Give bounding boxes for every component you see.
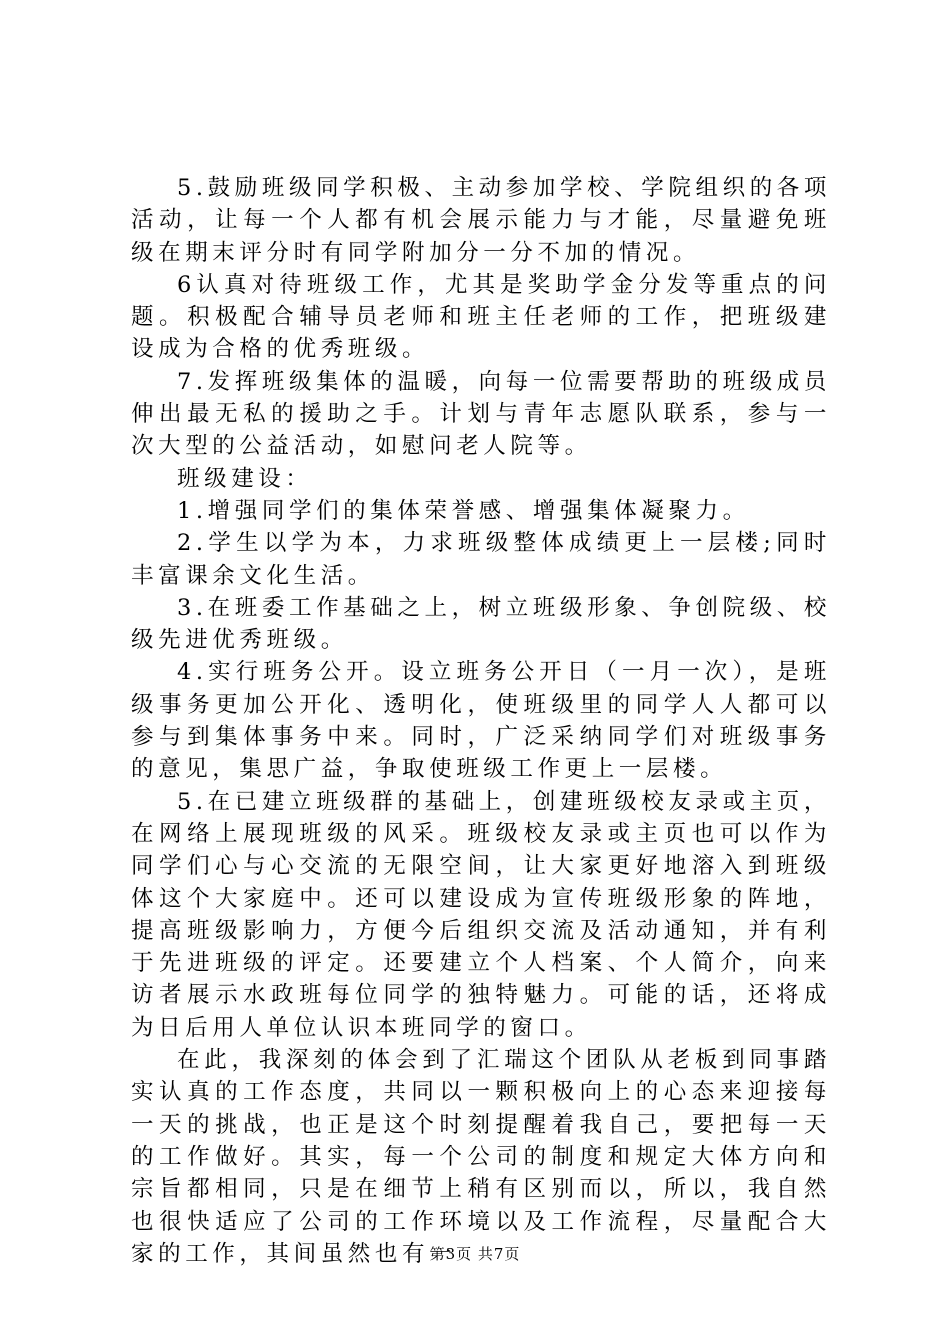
paragraph-study: 2.学生以学为本，力求班级整体成绩更上一层楼;同时丰富课余文化生活。 xyxy=(131,530,831,589)
paragraph-reflection: 在此，我深刻的体会到了汇瑞这个团队从老板到同事踏实认真的工作态度，共同以一颗积极向上的心态来迎接每一天的挑战，也正是这个时刻提醒着我自己，要把每一天的工作做好。其实，每一个公司的制度和规定大体方向和宗旨都相同，只是在细节上稍有区别而以，所以，我自然也很快适应了公司的工作环境以及工作流程，尽量配合大家的工作，其间虽然也有一 xyxy=(131,1047,831,1267)
paragraph-class-work: 6认真对待班级工作，尤其是奖助学金分发等重点的问题。积极配合辅导员老师和班主任老师的工作，把班级建设成为合格的优秀班级。 xyxy=(131,271,831,363)
page-number-footer: 第3页 共7页 xyxy=(429,1245,521,1263)
paragraph-activities: 5.鼓励班级同学积极、主动参加学校、学院组织的各项活动，让每一个人都有机会展示能力与才能，尽量避免班级在期末评分时有同学附加分一分不加的情况。 xyxy=(131,175,831,266)
paragraph-warmth: 7.发挥班级集体的温暖，向每一位需要帮助的班级成员伸出最无私的援助之手。计划与青年志愿队联系，参与一次大型的公益活动，如慰问老人院等。 xyxy=(131,368,831,460)
paragraph-honor: 1.增强同学们的集体荣誉感、增强集体凝聚力。 xyxy=(177,497,750,524)
paragraph-transparency: 4.实行班务公开。设立班务公开日（一月一次），是班级事务更加公开化、透明化，使班级里的同学人人都可以参与到集体事务中来。同时，广泛采纳同学们对班级事务的意见，集思广益，争取使班级工作更上一层楼。 xyxy=(131,659,831,783)
section-heading-class-building: 班级建设： xyxy=(177,465,313,492)
paragraph-homepage: 5.在已建立班级群的基础上，创建班级校友录或主页，在网络上展现班级的风采。班级校友录或主页也可以作为同学们心与心交流的无限空间，让大家更好地溶入到班级体这个大家庭中。还可以建设成为宣传班级形象的阵地，提高班级影响力，方便今后组织交流及活动通知，并有利于先进班级的评定。还要建立个人档案、个人简介，向来访者展示水政班每位同学的独特魅力。可能的话，还将成为日后用人单位认识本班同学的窗口。 xyxy=(131,788,831,1041)
document-body xyxy=(131,172,831,1270)
paragraph-image: 3.在班委工作基础之上，树立班级形象、争创院级、校级先进优秀班级。 xyxy=(131,594,831,654)
